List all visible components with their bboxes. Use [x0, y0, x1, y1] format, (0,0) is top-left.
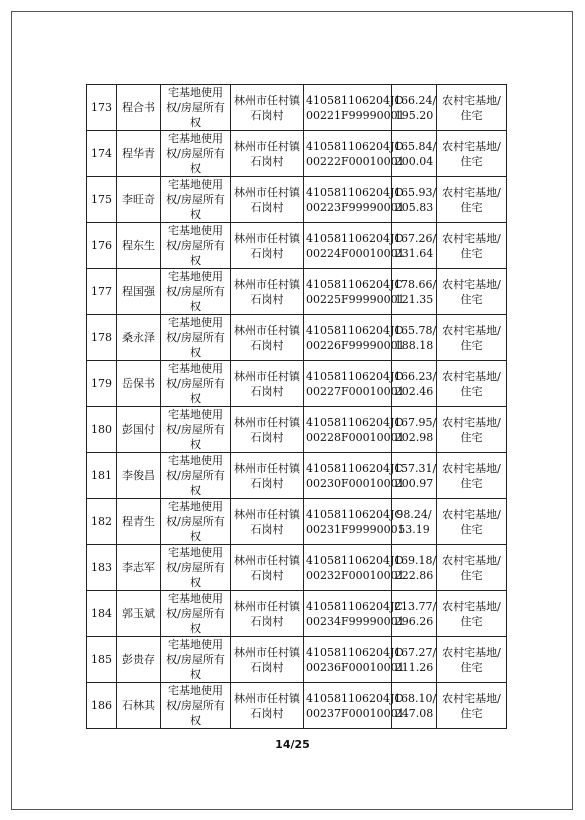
unit-code-line1: 410581106204JC [306, 139, 403, 153]
table-row [87, 177, 507, 223]
right-type: 宅基地使用权/房屋所有权 [161, 361, 231, 407]
row-number: 177 [87, 269, 117, 315]
location: 林州市任村镇石岗村 [231, 591, 304, 637]
owner-name: 岳保书 [117, 361, 161, 407]
row-number: 175 [87, 177, 117, 223]
unit-code-line1: 410581106204JC [306, 369, 403, 383]
owner-name: 桑永泽 [117, 315, 161, 361]
unit-code-line1: 410581106204JC [306, 691, 403, 705]
row-number: 179 [87, 361, 117, 407]
location: 林州市任村镇石岗村 [231, 453, 304, 499]
owner-name: 李俊昌 [117, 453, 161, 499]
table-row [87, 683, 507, 729]
usage: 农村宅基地/住宅 [437, 85, 507, 131]
location: 林州市任村镇石岗村 [231, 407, 304, 453]
owner-name: 彭国付 [117, 407, 161, 453]
unit-code-line2: 00234F99990001 [306, 614, 405, 628]
owner-name: 程合书 [117, 85, 161, 131]
area [392, 499, 437, 545]
unit-code [304, 269, 405, 315]
table-row [87, 637, 507, 683]
usage: 农村宅基地/住宅 [437, 177, 507, 223]
unit-code-line1: 410581106204JC [306, 415, 403, 429]
area-line2: 195.20 [394, 108, 434, 122]
row-number: 173 [87, 85, 117, 131]
area-line1: 165.78/ [394, 323, 437, 337]
table-row [87, 315, 507, 361]
unit-code [304, 683, 405, 729]
area-line1: 157.31/ [394, 461, 437, 475]
area-line1: 169.18/ [394, 553, 437, 567]
unit-code-line2: 00225F99990001 [306, 292, 405, 306]
page-number: 14 [275, 738, 291, 751]
owner-name: 李志军 [117, 545, 161, 591]
right-type: 宅基地使用权/房屋所有权 [161, 637, 231, 683]
table-row [87, 131, 507, 177]
owner-name: 彭贵存 [117, 637, 161, 683]
area-line1: 166.23/ [394, 369, 437, 383]
unit-code-line1: 410581106204JC [306, 93, 403, 107]
area [392, 315, 437, 361]
unit-code-line2: 00224F00010001 [306, 246, 405, 260]
unit-code [304, 131, 405, 177]
area-line1: 165.84/ [394, 139, 437, 153]
usage: 农村宅基地/住宅 [437, 407, 507, 453]
area-line2: 231.64 [394, 246, 434, 260]
area-line2: 202.46 [394, 384, 434, 398]
area [392, 223, 437, 269]
unit-code [304, 315, 405, 361]
area-line2: 200.97 [394, 476, 434, 490]
area [392, 361, 437, 407]
location: 林州市任村镇石岗村 [231, 223, 304, 269]
area-line2: 205.83 [394, 200, 434, 214]
location: 林州市任村镇石岗村 [231, 499, 304, 545]
unit-code [304, 223, 405, 269]
location: 林州市任村镇石岗村 [231, 269, 304, 315]
location: 林州市任村镇石岗村 [231, 545, 304, 591]
row-number: 184 [87, 591, 117, 637]
location: 林州市任村镇石岗村 [231, 637, 304, 683]
area-line2: 296.26 [394, 614, 434, 628]
table-row [87, 499, 507, 545]
location: 林州市任村镇石岗村 [231, 85, 304, 131]
row-number: 182 [87, 499, 117, 545]
row-number: 181 [87, 453, 117, 499]
table-row [87, 361, 507, 407]
right-type: 宅基地使用权/房屋所有权 [161, 177, 231, 223]
location: 林州市任村镇石岗村 [231, 177, 304, 223]
unit-code-line2: 00228F00010001 [306, 430, 405, 444]
owner-name: 程国强 [117, 269, 161, 315]
area-line1: 213.77/ [394, 599, 437, 613]
area-line1: 167.26/ [394, 231, 437, 245]
unit-code-line1: 410581106204JC [306, 323, 403, 337]
area-line2: 121.35 [394, 292, 434, 306]
table-body [87, 85, 507, 729]
right-type: 宅基地使用权/房屋所有权 [161, 499, 231, 545]
row-number: 178 [87, 315, 117, 361]
unit-code-line2: 00222F00010001 [306, 154, 405, 168]
usage: 农村宅基地/住宅 [437, 591, 507, 637]
unit-code [304, 637, 405, 683]
usage: 农村宅基地/住宅 [437, 545, 507, 591]
area [392, 453, 437, 499]
row-number: 185 [87, 637, 117, 683]
unit-code-line2: 00226F99990001 [306, 338, 405, 352]
unit-code [304, 545, 405, 591]
right-type: 宅基地使用权/房屋所有权 [161, 453, 231, 499]
unit-code [304, 453, 405, 499]
right-type: 宅基地使用权/房屋所有权 [161, 591, 231, 637]
area-line1: 98.24/ [396, 507, 432, 521]
unit-code-line1: 410581106204JC [306, 553, 403, 567]
area-line2: 202.98 [394, 430, 434, 444]
right-type: 宅基地使用权/房屋所有权 [161, 545, 231, 591]
unit-code-line2: 00236F00010001 [306, 660, 405, 674]
location: 林州市任村镇石岗村 [231, 131, 304, 177]
usage: 农村宅基地/住宅 [437, 453, 507, 499]
unit-code-line1: 410581106204JC [306, 645, 403, 659]
location: 林州市任村镇石岗村 [231, 315, 304, 361]
unit-code-line2: 00223F99990001 [306, 200, 405, 214]
location: 林州市任村镇石岗村 [231, 361, 304, 407]
area-line1: 165.93/ [394, 185, 437, 199]
page-separator: / [290, 738, 295, 751]
unit-code [304, 177, 405, 223]
records-table [86, 84, 507, 729]
unit-code-line1: 410581106204JC [306, 461, 403, 475]
area-line1: 178.66/ [394, 277, 437, 291]
table-row [87, 85, 507, 131]
location: 林州市任村镇石岗村 [231, 683, 304, 729]
table-row [87, 591, 507, 637]
unit-code [304, 85, 405, 131]
row-number: 186 [87, 683, 117, 729]
unit-code-line2: 00237F00010001 [306, 706, 405, 720]
usage: 农村宅基地/住宅 [437, 223, 507, 269]
table-row [87, 223, 507, 269]
owner-name: 程青生 [117, 499, 161, 545]
usage: 农村宅基地/住宅 [437, 269, 507, 315]
unit-code-line2: 00221F99990001 [306, 108, 405, 122]
area [392, 591, 437, 637]
area [392, 177, 437, 223]
usage: 农村宅基地/住宅 [437, 499, 507, 545]
right-type: 宅基地使用权/房屋所有权 [161, 269, 231, 315]
row-number: 180 [87, 407, 117, 453]
area-line2: 247.08 [394, 706, 434, 720]
unit-code [304, 407, 405, 453]
area-line1: 167.95/ [394, 415, 437, 429]
area-line2: 211.26 [394, 660, 434, 674]
unit-code [304, 361, 405, 407]
usage: 农村宅基地/住宅 [437, 683, 507, 729]
table-row [87, 545, 507, 591]
row-number: 176 [87, 223, 117, 269]
area-line1: 168.10/ [394, 691, 437, 705]
unit-code-line1: 410581106204JC [306, 231, 403, 245]
area [392, 85, 437, 131]
usage: 农村宅基地/住宅 [437, 361, 507, 407]
row-number: 174 [87, 131, 117, 177]
area [392, 269, 437, 315]
right-type: 宅基地使用权/房屋所有权 [161, 683, 231, 729]
unit-code-line2: 00232F00010001 [306, 568, 405, 582]
unit-code-line1: 410581106204JC [306, 599, 403, 613]
right-type: 宅基地使用权/房屋所有权 [161, 131, 231, 177]
unit-code-line1: 410581106204JC [306, 185, 403, 199]
area [392, 637, 437, 683]
unit-code [304, 499, 405, 545]
area [392, 131, 437, 177]
owner-name: 石林其 [117, 683, 161, 729]
area-line2: 222.86 [394, 568, 434, 582]
owner-name: 李旺奇 [117, 177, 161, 223]
area-line2: 188.18 [394, 338, 434, 352]
owner-name: 郭玉斌 [117, 591, 161, 637]
area [392, 545, 437, 591]
row-number: 183 [87, 545, 117, 591]
right-type: 宅基地使用权/房屋所有权 [161, 223, 231, 269]
area-line1: 167.27/ [394, 645, 437, 659]
area [392, 683, 437, 729]
area [392, 407, 437, 453]
unit-code-line2: 00231F99990001 [306, 522, 405, 536]
owner-name: 程东生 [117, 223, 161, 269]
right-type: 宅基地使用权/房屋所有权 [161, 315, 231, 361]
page-footer [0, 738, 585, 751]
usage: 农村宅基地/住宅 [437, 315, 507, 361]
area-line2: 53.19 [398, 522, 430, 536]
unit-code-line2: 00230F00010001 [306, 476, 405, 490]
table-row [87, 269, 507, 315]
unit-code-line2: 00227F00010001 [306, 384, 405, 398]
area-line1: 166.24/ [394, 93, 437, 107]
unit-code-line1: 410581106204JC [306, 507, 403, 521]
table-row [87, 407, 507, 453]
area-line2: 200.04 [394, 154, 434, 168]
right-type: 宅基地使用权/房屋所有权 [161, 407, 231, 453]
unit-code [304, 591, 405, 637]
total-pages: 25 [294, 738, 310, 751]
usage: 农村宅基地/住宅 [437, 637, 507, 683]
owner-name: 程华青 [117, 131, 161, 177]
usage: 农村宅基地/住宅 [437, 131, 507, 177]
table-row [87, 453, 507, 499]
right-type: 宅基地使用权/房屋所有权 [161, 85, 231, 131]
unit-code-line1: 410581106204JC [306, 277, 403, 291]
